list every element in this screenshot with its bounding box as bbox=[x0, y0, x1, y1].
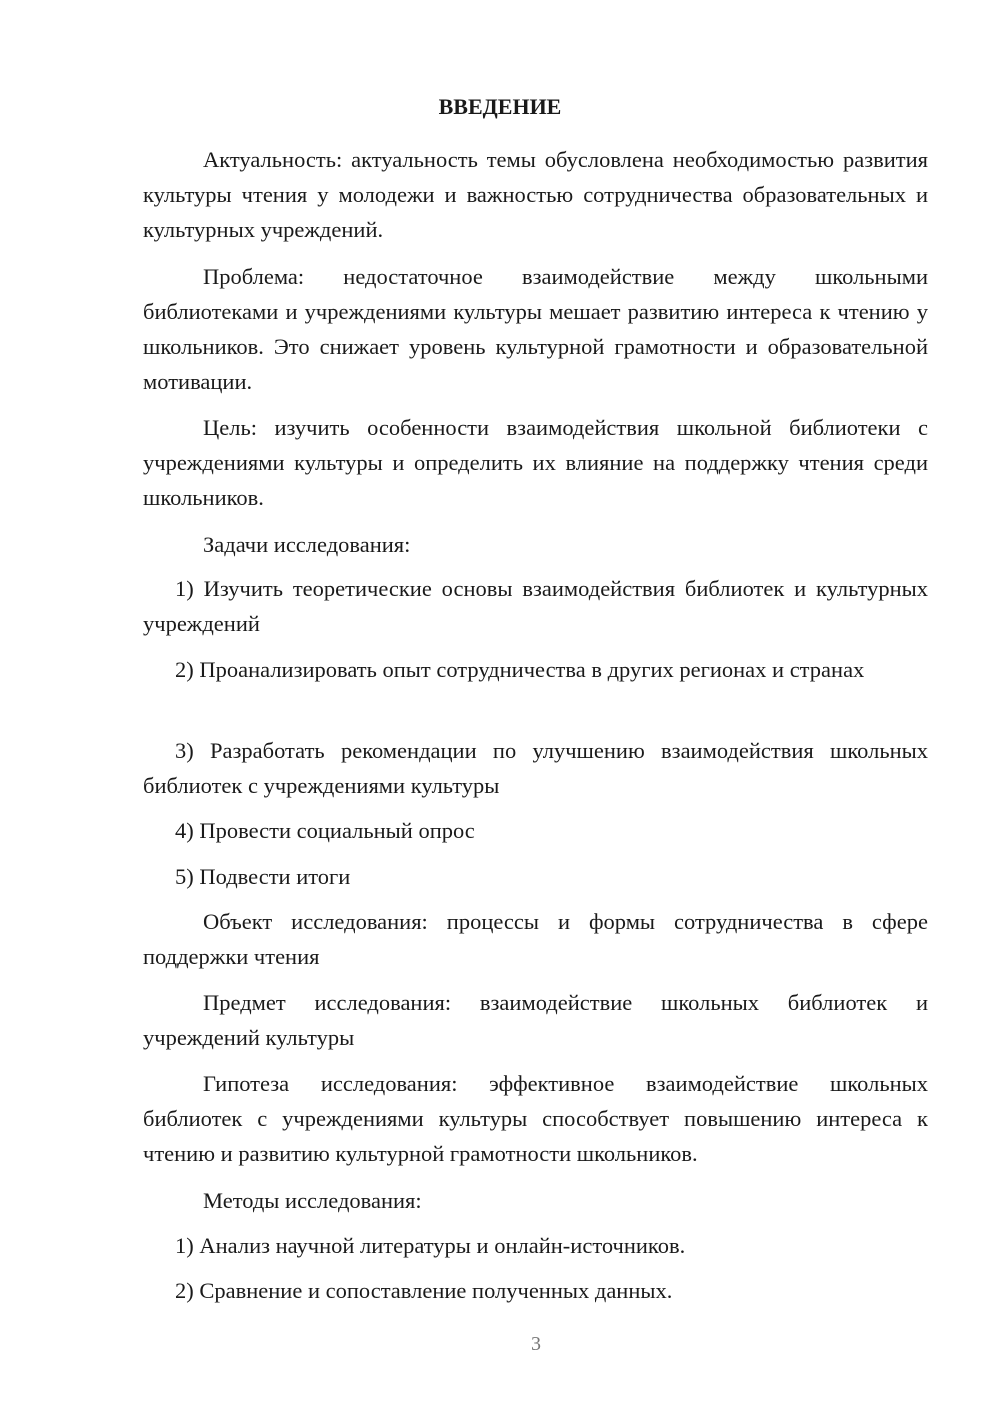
tasks-heading: Задачи исследования: bbox=[203, 532, 411, 557]
task-item: 3) Разработать рекомендации по улучшению взаимодействия школьных библиотек с учреждениями культуры bbox=[143, 738, 928, 798]
task-item: 5) Подвести итоги bbox=[175, 864, 351, 889]
task-item: 2) Проанализировать опыт сотрудничества в других регионах и странах bbox=[175, 657, 865, 682]
method-item: 1) Анализ научной литературы и онлайн-источников. bbox=[175, 1233, 686, 1258]
task-item: 1) Изучить теоретические основы взаимодействия библиотек и культурных учреждений bbox=[143, 576, 928, 636]
paragraph-object: Объект исследования: процессы и формы сотрудничества в сфере поддержки чтения bbox=[143, 909, 928, 969]
paragraph-relevance: Актуальность: актуальность темы обусловлена необходимостью развития культуры чтения у молодежи и важностью сотрудничества образовательных и культурных учреждений. bbox=[143, 147, 928, 242]
methods-heading: Методы исследования: bbox=[203, 1188, 422, 1213]
paragraph-goal: Цель: изучить особенности взаимодействия школьной библиотеки с учреждениями культуры и определить их влияние на поддержку чтения среди школьников. bbox=[143, 415, 928, 510]
method-item: 2) Сравнение и сопоставление полученных данных. bbox=[175, 1278, 673, 1303]
page-number: 3 bbox=[531, 1333, 541, 1355]
paragraph-hypothesis: Гипотеза исследования: эффективное взаимодействие школьных библиотек с учреждениями культуры способствует повышению интереса к чтению и развитию культурной грамотности школьников. bbox=[143, 1071, 928, 1166]
section-title: ВВЕДЕНИЕ bbox=[438, 94, 562, 119]
task-item: 4) Провести социальный опрос bbox=[175, 818, 475, 843]
paragraph-problem: Проблема: недостаточное взаимодействие между школьными библиотеками и учреждениями культуры мешает развитию интереса к чтению у школьников. Это снижает уровень культурной грамотности и образовательной мотивации. bbox=[143, 264, 928, 394]
paragraph-subject: Предмет исследования: взаимодействие школьных библиотек и учреждений культуры bbox=[143, 990, 928, 1050]
